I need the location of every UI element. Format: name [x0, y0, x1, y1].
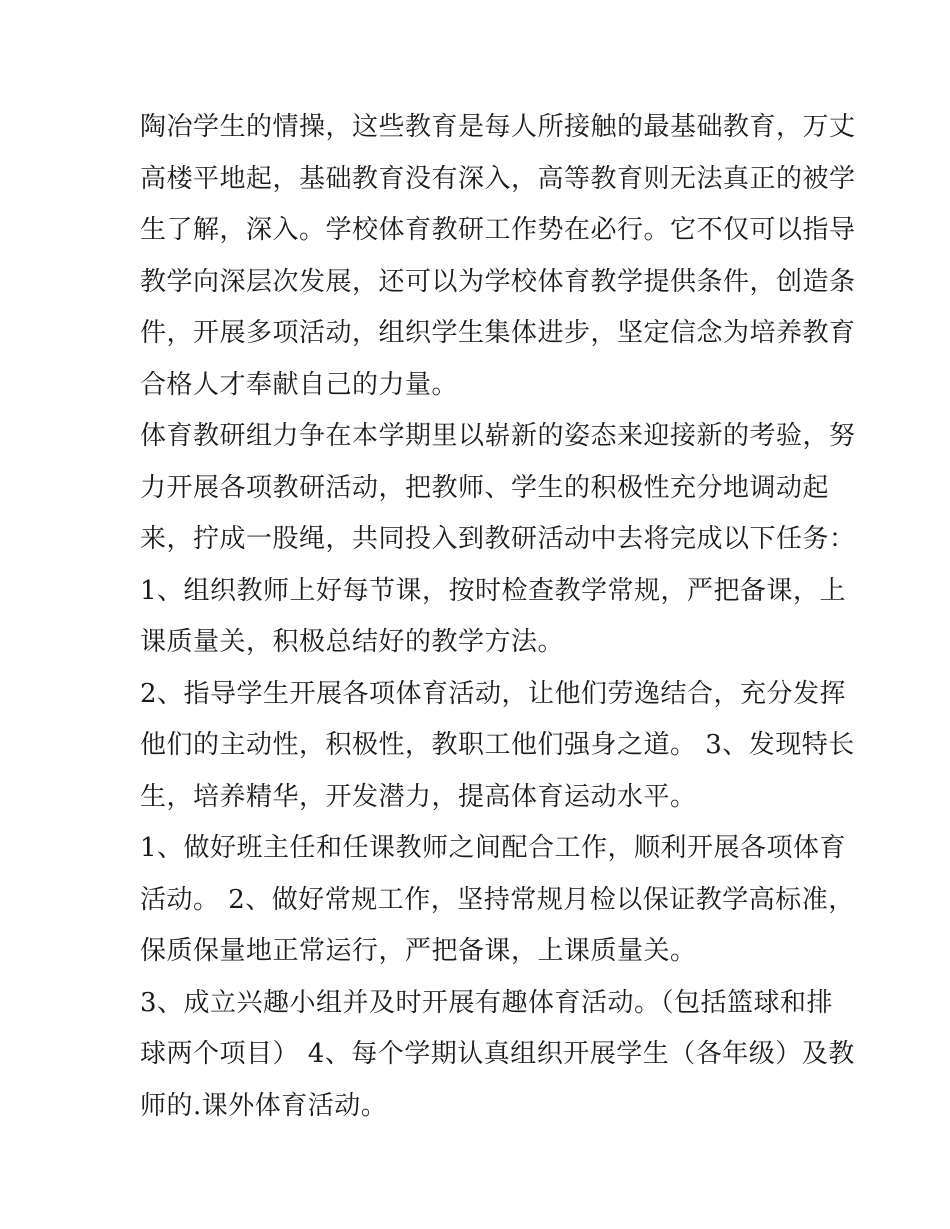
text-line: 生了解，深入。学校体育教研工作势在必行。它不仅可以指导: [140, 215, 856, 245]
text-line: 活动。 2、做好常规工作，坚持常规月检以保证教学高标准，: [140, 884, 855, 915]
text-line: 1、做好班主任和任课教师之间配合工作，顺利开展各项体育: [140, 833, 847, 863]
body-text: [140, 102, 856, 1132]
text-line: 力开展各项教研活动，把教师、学生的积极性充分地调动起: [140, 472, 830, 503]
text-line: 体育教研组力争在本学期里以崭新的姿态来迎接新的考验，努: [140, 421, 856, 451]
text-line: 保质保量地正常运行，严把备课，上课质量关。: [140, 936, 697, 966]
text-line: 3、成立兴趣小组并及时开展有趣体育活动。（包括篮球和排: [140, 987, 834, 1018]
text-line: 陶冶学生的情操，这些教育是每人所接触的最基础教育，万丈: [140, 112, 856, 142]
text-line: 高楼平地起，基础教育没有深入，高等教育则无法真正的被学: [140, 163, 856, 194]
text-line: 课质量关，积极总结好的教学方法。: [140, 627, 565, 657]
text-line: 他们的主动性，积极性，教职工他们强身之道。 3、发现特长: [140, 730, 855, 760]
text-line: 师的.课外体育活动。: [140, 1090, 388, 1121]
text-line: 件，开展多项活动，组织学生集体进步，坚定信念为培养教育: [140, 318, 856, 348]
text-line: 1、组织教师上好每节课，按时检查教学常规，严把备课，上: [140, 575, 847, 606]
text-line: 来，拧成一股绳，共同投入到教研活动中去将完成以下任务：: [140, 524, 856, 554]
text-line: 球两个项目） 4、每个学期认真组织开展学生（各年级）及教: [140, 1039, 855, 1069]
text-line: 合格人才奉献自己的力量。: [140, 369, 459, 400]
text-line: 生，培养精华，开发潜力，提高体育运动水平。: [140, 781, 697, 812]
text-line: 教学向深层次发展，还可以为学校体育教学提供条件，创造条: [140, 266, 856, 297]
text-line: 2、指导学生开展各项体育活动，让他们劳逸结合，充分发挥: [140, 678, 847, 709]
